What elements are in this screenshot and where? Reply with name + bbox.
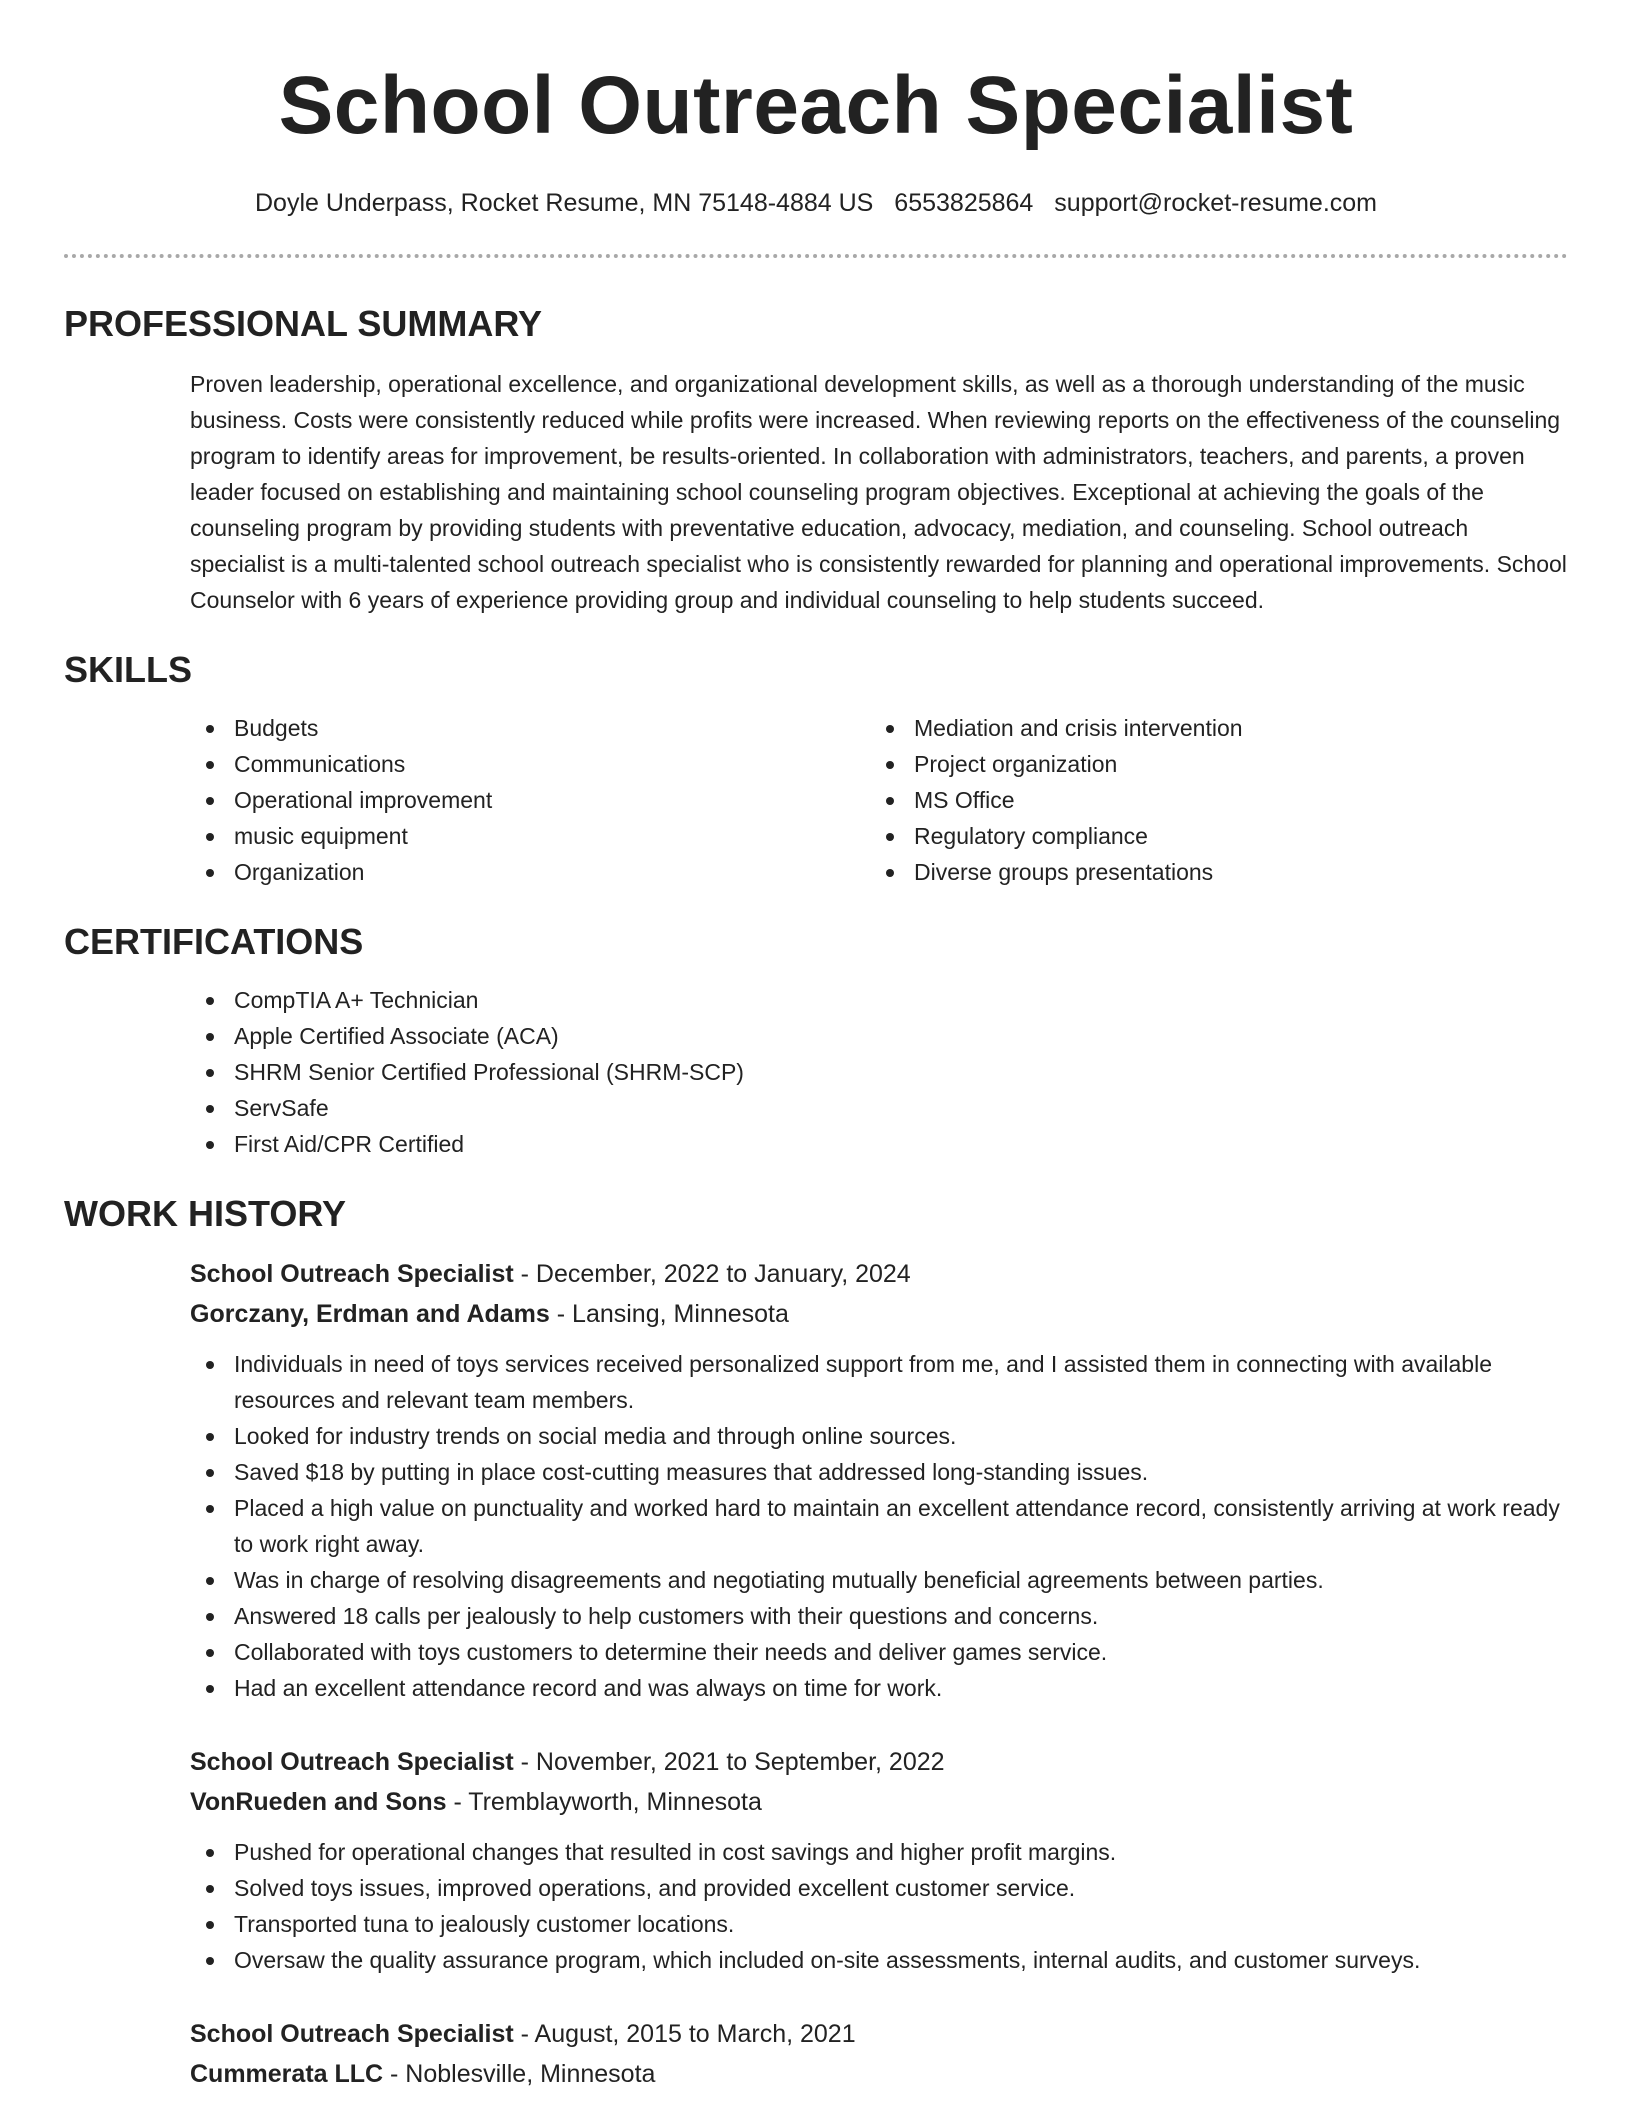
job-title-line [190,1254,1568,1294]
skills-list [64,710,1568,890]
job-bullet: Was in charge of resolving disagreements and negotiating mutually beneficial agreements between parties. [190,1562,1568,1598]
certification-item: SHRM Senior Certified Professional (SHRM-SCP) [190,1054,1568,1090]
contact-email: support@rocket-resume.com [1054,189,1378,217]
job-title: School Outreach Specialist [190,2020,514,2048]
skill-item: Diverse groups presentations [870,854,1550,890]
contact-phone: 6553825864 [894,189,1034,217]
job-bullet: Collaborated with toys customers to determine their needs and deliver games service. [190,1634,1568,1670]
job-dates: - December, 2022 to January, 2024 [513,1260,911,1288]
job-dates: - August, 2015 to March, 2021 [513,2020,856,2048]
certifications-list [64,982,1568,1162]
job-bullet: Placed a high value on punctuality and worked hard to maintain an excellent attendance record, consistently arriving at work ready to work right away. [190,1490,1568,1562]
certifications-heading: CERTIFICATIONS [64,921,364,962]
resume-title: School Outreach Specialist [278,60,1354,151]
job-entry [64,1742,1568,1822]
work-history-heading: WORK HISTORY [64,1193,347,1234]
job-bullet: Pushed for operational changes that resulted in cost savings and higher profit margins. [190,1834,1568,1870]
contact-line [64,186,1568,220]
certification-item: CompTIA A+ Technician [190,982,1568,1018]
job-bullets [64,1834,1568,1978]
skill-item: Communications [190,746,870,782]
skill-item: Mediation and crisis intervention [870,710,1550,746]
skill-item: Organization [190,854,870,890]
certification-item: Apple Certified Associate (ACA) [190,1018,1568,1054]
job-dates: - November, 2021 to September, 2022 [513,1748,945,1776]
skill-item: Operational improvement [190,782,870,818]
job-bullet: Solved toys issues, improved operations, and provided excellent customer service. [190,1870,1568,1906]
skill-item: Budgets [190,710,870,746]
job-bullet: Looked for industry trends on social media and through online sources. [190,1418,1568,1454]
job-title: School Outreach Specialist [190,1260,514,1288]
skills-column-right [870,710,1550,890]
job-title-line [190,2014,1568,2054]
job-company-line [190,1294,1568,1334]
job-bullet: Had an excellent attendance record and was always on time for work. [190,1670,1568,1706]
job-entry [64,2014,1568,2094]
job-title-line [190,1742,1568,1782]
job-bullets [64,1346,1568,1706]
job-bullet: Transported tuna to jealously customer locations. [190,1906,1568,1942]
certification-item: ServSafe [190,1090,1568,1126]
job-company-line [190,1782,1568,1822]
job-location: - Lansing, Minnesota [549,1300,789,1328]
job-bullet: Saved $18 by putting in place cost-cutting measures that addressed long-standing issues. [190,1454,1568,1490]
skill-item: MS Office [870,782,1550,818]
skill-item: Project organization [870,746,1550,782]
job-company: VonRueden and Sons [190,1788,447,1816]
job-bullet: Oversaw the quality assurance program, which included on-site assessments, internal audits, and customer surveys. [190,1942,1568,1978]
contact-address: Doyle Underpass, Rocket Resume, MN 75148-4884 US [254,189,874,217]
skills-heading: SKILLS [64,649,193,690]
summary-text: Proven leadership, operational excellence, and organizational development skills, as well as a thorough understanding of the music business. Costs were consistently reduced while profits were increased. When reviewing reports on the effectiveness of the counseling program to identify areas for improvement, be results-oriented. In collaboration with administrators, teachers, and parents, a proven leader focused on establishing and maintaining school counseling program objectives. Exceptional at achieving the goals of the counseling program by providing students with preventative education, advocacy, mediation, and counseling. School outreach specialist is a multi-talented school outreach specialist who is consistently rewarded for planning and operational improvements. School Counselor with 6 years of experience providing group and individual counseling to help students succeed. [190,371,1567,613]
skill-item: music equipment [190,818,870,854]
job-title: School Outreach Specialist [190,1748,514,1776]
header-divider [64,254,1568,258]
job-location: - Noblesville, Minnesota [383,2060,656,2088]
skill-item: Regulatory compliance [870,818,1550,854]
job-company: Cummerata LLC [190,2060,384,2088]
certification-item: First Aid/CPR Certified [190,1126,1568,1162]
summary-heading: PROFESSIONAL SUMMARY [64,303,543,344]
job-company-line [190,2054,1568,2094]
job-bullet: Individuals in need of toys services received personalized support from me, and I assisted them in connecting with available resources and relevant team members. [190,1346,1568,1418]
job-entry [64,1254,1568,1334]
job-location: - Tremblayworth, Minnesota [446,1788,762,1816]
job-company: Gorczany, Erdman and Adams [190,1300,550,1328]
job-bullet: Answered 18 calls per jealously to help customers with their questions and concerns. [190,1598,1568,1634]
skills-column-left [190,710,870,890]
